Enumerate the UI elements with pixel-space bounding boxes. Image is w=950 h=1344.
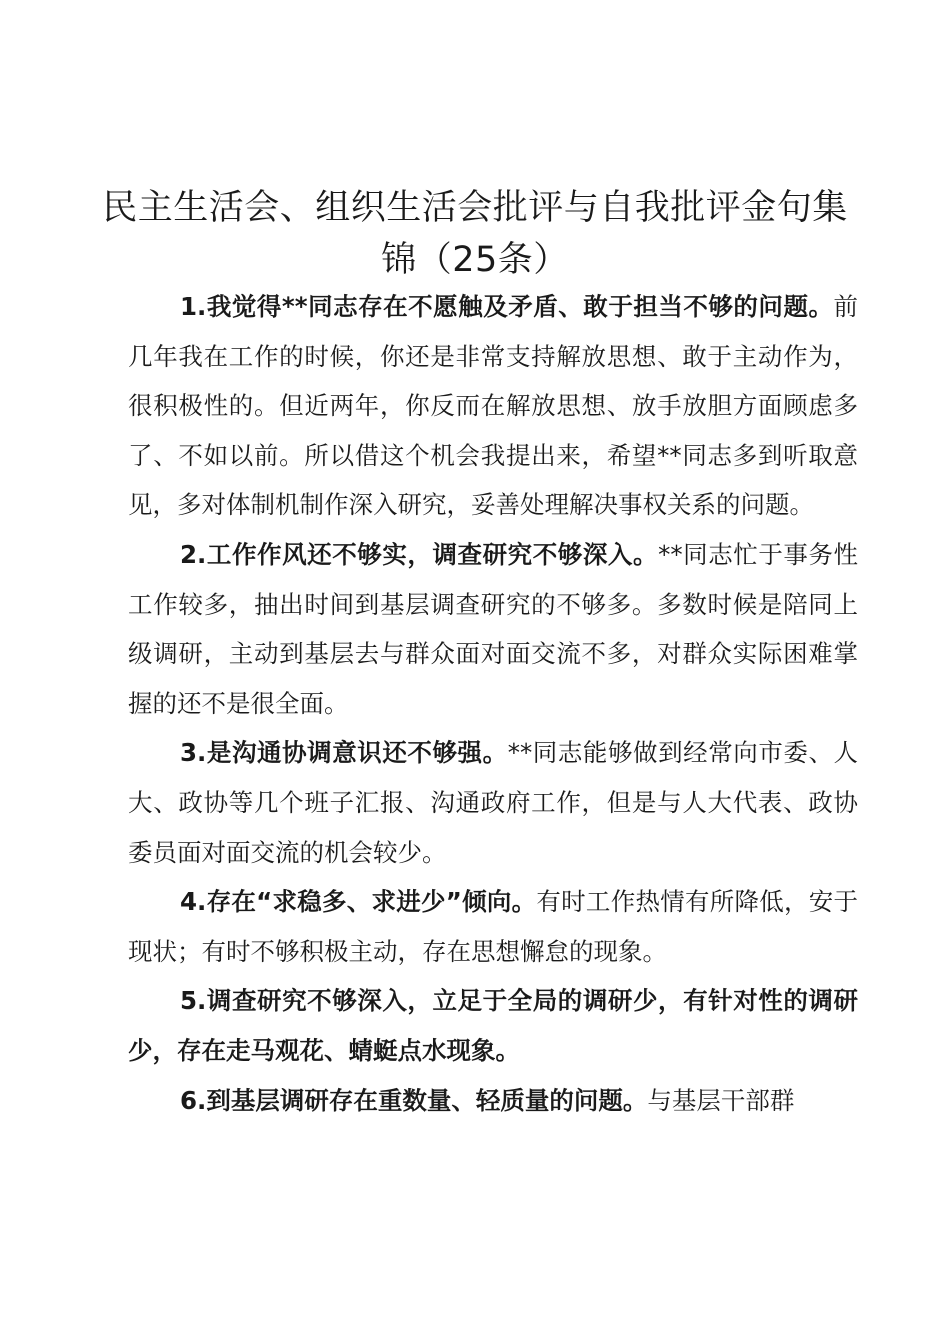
document-body [128,282,858,1125]
paragraph-lead: 5.调查研究不够深入，立足于全局的调研少，有针对性的调研少，存在走马观花、蜻蜓点水现象。 [128,986,858,1065]
paragraph-5 [128,976,858,1075]
paragraph-lead: 3.是沟通协调意识还不够强。 [180,738,508,768]
paragraph-6 [128,1076,858,1126]
paragraph-2 [128,530,858,728]
paragraph-lead: 2.工作作风还不够实，调查研究不够深入。 [180,539,659,569]
paragraph-1 [128,282,858,530]
paragraph-text: 有时工作热情有所降低，安于现状；有时不够积极主动，存在思想懈怠的现象。 [128,887,859,966]
paragraph-lead: 4.存在“求稳多、求进少”倾向。 [180,887,537,917]
paragraph-text: **同志能够做到经常向市委、人大、政协等几个班子汇报、沟通政府工作，但是与人大代表、政协委员面对面交流的机会较少。 [128,738,859,867]
paragraph-text: 前几年我在工作的时候，你还是非常支持解放思想、敢于主动作为，很积极性的。但近两年，你反而在解放思想、放手放胆方面顾虑多了、不如以前。所以借这个机会我提出来，希望**同志多到听取意见，多对体制机制作深入研究，妥善处理解决事权关系的问题。 [128,292,858,520]
paragraph-text: **同志忙于事务性工作较多，抽出时间到基层调查研究的不够多。多数时候是陪同上级调研，主动到基层去与群众面对面交流不多，对群众实际困难掌握的还不是很全面。 [128,539,859,718]
paragraph-3 [128,728,858,877]
document-title: 民主生活会、组织生活会批评与自我批评金句集锦（25条） [102,188,848,280]
paragraph-lead: 6.到基层调研存在重数量、轻质量的问题。 [180,1085,648,1115]
paragraph-lead: 1.我觉得**同志存在不愿触及矛盾、敢于担当不够的问题。 [180,292,834,321]
paragraph-4 [128,877,858,976]
paragraph-text: 与基层干部群 [647,1085,795,1115]
